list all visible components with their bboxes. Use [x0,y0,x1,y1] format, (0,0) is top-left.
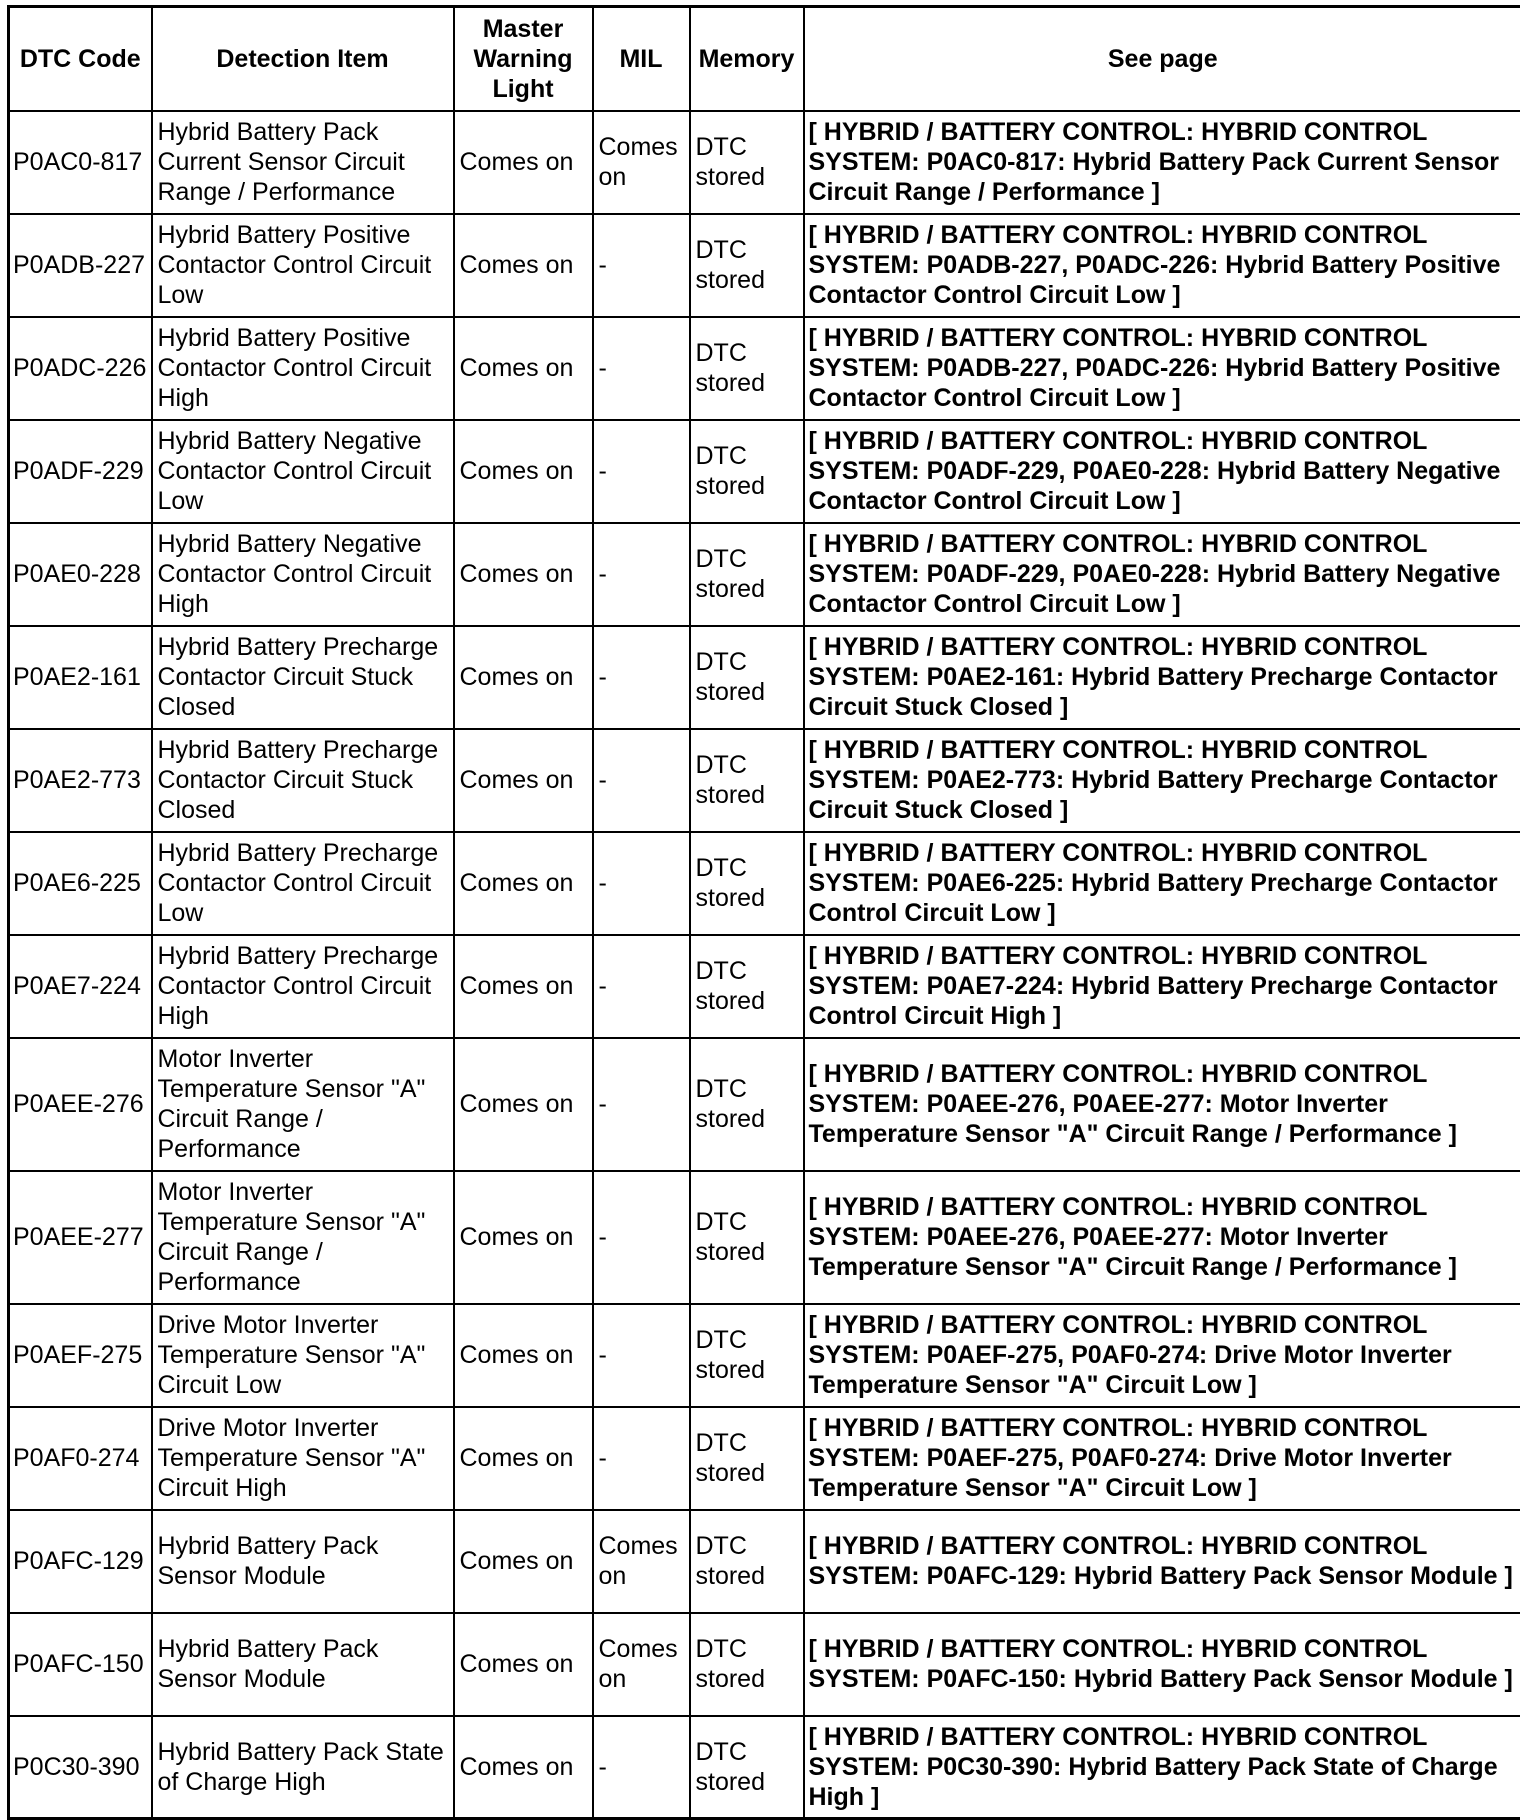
cell-dtc-code: P0AE0-228 [9,523,152,626]
cell-mil: - [593,1038,690,1171]
cell-master-warning-light: Comes on [454,214,593,317]
cell-mil: - [593,832,690,935]
cell-dtc-code: P0AE2-773 [9,729,152,832]
cell-dtc-code: P0AE6-225 [9,832,152,935]
cell-detection-item: Hybrid Battery Precharge Contactor Control Circuit High [152,935,454,1038]
cell-dtc-code: P0AF0-274 [9,1407,152,1510]
dtc-table [7,5,1520,1820]
cell-see-page-link[interactable]: [ HYBRID / BATTERY CONTROL: HYBRID CONTROL SYSTEM: P0ADB-227, P0ADC-226: Hybrid Battery Positive Contactor Control Circuit Low ] [804,317,1520,420]
cell-mil: - [593,214,690,317]
cell-memory: DTC stored [690,1716,804,1819]
cell-memory: DTC stored [690,214,804,317]
cell-mil: - [593,420,690,523]
cell-dtc-code: P0AEF-275 [9,1304,152,1407]
cell-dtc-code: P0AC0-817 [9,111,152,214]
cell-see-page-link[interactable]: [ HYBRID / BATTERY CONTROL: HYBRID CONTROL SYSTEM: P0AE7-224: Hybrid Battery Precharge Contactor Control Circuit High ] [804,935,1520,1038]
table-row [9,111,1520,214]
cell-see-page-link[interactable]: [ HYBRID / BATTERY CONTROL: HYBRID CONTROL SYSTEM: P0ADF-229, P0AE0-228: Hybrid Battery Negative Contactor Control Circuit Low ] [804,420,1520,523]
table-row [9,420,1520,523]
table-row [9,1613,1520,1716]
cell-detection-item: Hybrid Battery Precharge Contactor Control Circuit Low [152,832,454,935]
cell-memory: DTC stored [690,729,804,832]
table-row [9,523,1520,626]
cell-mil: - [593,523,690,626]
cell-detection-item: Drive Motor Inverter Temperature Sensor "A" Circuit Low [152,1304,454,1407]
cell-dtc-code: P0AE7-224 [9,935,152,1038]
cell-detection-item: Hybrid Battery Precharge Contactor Circuit Stuck Closed [152,626,454,729]
header-mil: MIL [593,7,690,111]
cell-master-warning-light: Comes on [454,729,593,832]
cell-memory: DTC stored [690,317,804,420]
cell-dtc-code: P0AE2-161 [9,626,152,729]
table-row [9,1716,1520,1819]
table-row [9,214,1520,317]
cell-master-warning-light: Comes on [454,1510,593,1613]
cell-see-page-link[interactable]: [ HYBRID / BATTERY CONTROL: HYBRID CONTROL SYSTEM: P0C30-390: Hybrid Battery Pack State of Charge High ] [804,1716,1520,1819]
table-row [9,1510,1520,1613]
cell-master-warning-light: Comes on [454,1613,593,1716]
cell-detection-item: Hybrid Battery Pack State of Charge High [152,1716,454,1819]
cell-detection-item: Motor Inverter Temperature Sensor "A" Circuit Range / Performance [152,1171,454,1304]
cell-see-page-link[interactable]: [ HYBRID / BATTERY CONTROL: HYBRID CONTROL SYSTEM: P0ADB-227, P0ADC-226: Hybrid Battery Positive Contactor Control Circuit Low ] [804,214,1520,317]
table-row [9,1304,1520,1407]
cell-master-warning-light: Comes on [454,626,593,729]
cell-memory: DTC stored [690,111,804,214]
header-see-page: See page [804,7,1520,111]
cell-memory: DTC stored [690,832,804,935]
cell-detection-item: Hybrid Battery Negative Contactor Control Circuit High [152,523,454,626]
cell-see-page-link[interactable]: [ HYBRID / BATTERY CONTROL: HYBRID CONTROL SYSTEM: P0AE2-773: Hybrid Battery Precharge Contactor Circuit Stuck Closed ] [804,729,1520,832]
cell-mil: - [593,626,690,729]
cell-master-warning-light: Comes on [454,317,593,420]
cell-dtc-code: P0AEE-277 [9,1171,152,1304]
header-row [9,7,1520,111]
cell-master-warning-light: Comes on [454,832,593,935]
cell-memory: DTC stored [690,1613,804,1716]
cell-mil: Comes on [593,1510,690,1613]
header-detection-item: Detection Item [152,7,454,111]
cell-detection-item: Hybrid Battery Pack Current Sensor Circuit Range / Performance [152,111,454,214]
cell-dtc-code: P0AFC-150 [9,1613,152,1716]
cell-master-warning-light: Comes on [454,1304,593,1407]
cell-mil: - [593,317,690,420]
cell-dtc-code: P0AEE-276 [9,1038,152,1171]
cell-see-page-link[interactable]: [ HYBRID / BATTERY CONTROL: HYBRID CONTROL SYSTEM: P0ADF-229, P0AE0-228: Hybrid Battery Negative Contactor Control Circuit Low ] [804,523,1520,626]
cell-master-warning-light: Comes on [454,111,593,214]
cell-memory: DTC stored [690,420,804,523]
cell-mil: - [593,1407,690,1510]
cell-dtc-code: P0C30-390 [9,1716,152,1819]
cell-detection-item: Hybrid Battery Pack Sensor Module [152,1510,454,1613]
cell-mil: - [593,1716,690,1819]
cell-master-warning-light: Comes on [454,1407,593,1510]
cell-memory: DTC stored [690,1510,804,1613]
cell-see-page-link[interactable]: [ HYBRID / BATTERY CONTROL: HYBRID CONTROL SYSTEM: P0AEF-275, P0AF0-274: Drive Motor Inverter Temperature Sensor "A" Circuit Low ] [804,1407,1520,1510]
cell-see-page-link[interactable]: [ HYBRID / BATTERY CONTROL: HYBRID CONTROL SYSTEM: P0AEE-276, P0AEE-277: Motor Inverter Temperature Sensor "A" Circuit Range / Performance ] [804,1038,1520,1171]
cell-dtc-code: P0ADC-226 [9,317,152,420]
header-memory: Memory [690,7,804,111]
cell-detection-item: Hybrid Battery Positive Contactor Control Circuit High [152,317,454,420]
table-row [9,832,1520,935]
cell-dtc-code: P0ADF-229 [9,420,152,523]
header-master-warning-light: Master Warning Light [454,7,593,111]
cell-detection-item: Hybrid Battery Positive Contactor Control Circuit Low [152,214,454,317]
table-row [9,1038,1520,1171]
cell-master-warning-light: Comes on [454,1038,593,1171]
cell-see-page-link[interactable]: [ HYBRID / BATTERY CONTROL: HYBRID CONTROL SYSTEM: P0AE6-225: Hybrid Battery Precharge Contactor Control Circuit Low ] [804,832,1520,935]
cell-memory: DTC stored [690,626,804,729]
cell-detection-item: Hybrid Battery Negative Contactor Control Circuit Low [152,420,454,523]
cell-detection-item: Hybrid Battery Precharge Contactor Circuit Stuck Closed [152,729,454,832]
cell-memory: DTC stored [690,1171,804,1304]
cell-mil: - [593,1304,690,1407]
header-dtc-code: DTC Code [9,7,152,111]
cell-memory: DTC stored [690,935,804,1038]
cell-master-warning-light: Comes on [454,420,593,523]
cell-master-warning-light: Comes on [454,523,593,626]
cell-see-page-link[interactable]: [ HYBRID / BATTERY CONTROL: HYBRID CONTROL SYSTEM: P0AFC-150: Hybrid Battery Pack Sensor Module ] [804,1613,1520,1716]
cell-detection-item: Drive Motor Inverter Temperature Sensor "A" Circuit High [152,1407,454,1510]
cell-memory: DTC stored [690,523,804,626]
cell-see-page-link[interactable]: [ HYBRID / BATTERY CONTROL: HYBRID CONTROL SYSTEM: P0AC0-817: Hybrid Battery Pack Current Sensor Circuit Range / Performance ] [804,111,1520,214]
cell-master-warning-light: Comes on [454,1716,593,1819]
cell-memory: DTC stored [690,1038,804,1171]
cell-see-page-link[interactable]: [ HYBRID / BATTERY CONTROL: HYBRID CONTROL SYSTEM: P0AFC-129: Hybrid Battery Pack Sensor Module ] [804,1510,1520,1613]
table-row [9,1171,1520,1304]
cell-mil: Comes on [593,111,690,214]
cell-see-page-link[interactable]: [ HYBRID / BATTERY CONTROL: HYBRID CONTROL SYSTEM: P0AEE-276, P0AEE-277: Motor Inverter Temperature Sensor "A" Circuit Range / Performance ] [804,1171,1520,1304]
table-row [9,935,1520,1038]
table-row [9,317,1520,420]
cell-master-warning-light: Comes on [454,935,593,1038]
cell-mil: - [593,1171,690,1304]
cell-see-page-link[interactable]: [ HYBRID / BATTERY CONTROL: HYBRID CONTROL SYSTEM: P0AEF-275, P0AF0-274: Drive Motor Inverter Temperature Sensor "A" Circuit Low ] [804,1304,1520,1407]
table-row [9,626,1520,729]
table-row [9,729,1520,832]
cell-mil: - [593,935,690,1038]
cell-master-warning-light: Comes on [454,1171,593,1304]
cell-detection-item: Motor Inverter Temperature Sensor "A" Circuit Range / Performance [152,1038,454,1171]
cell-dtc-code: P0ADB-227 [9,214,152,317]
cell-see-page-link[interactable]: [ HYBRID / BATTERY CONTROL: HYBRID CONTROL SYSTEM: P0AE2-161: Hybrid Battery Precharge Contactor Circuit Stuck Closed ] [804,626,1520,729]
cell-dtc-code: P0AFC-129 [9,1510,152,1613]
cell-detection-item: Hybrid Battery Pack Sensor Module [152,1613,454,1716]
table-row [9,1407,1520,1510]
cell-mil: Comes on [593,1613,690,1716]
cell-memory: DTC stored [690,1304,804,1407]
cell-memory: DTC stored [690,1407,804,1510]
cell-mil: - [593,729,690,832]
